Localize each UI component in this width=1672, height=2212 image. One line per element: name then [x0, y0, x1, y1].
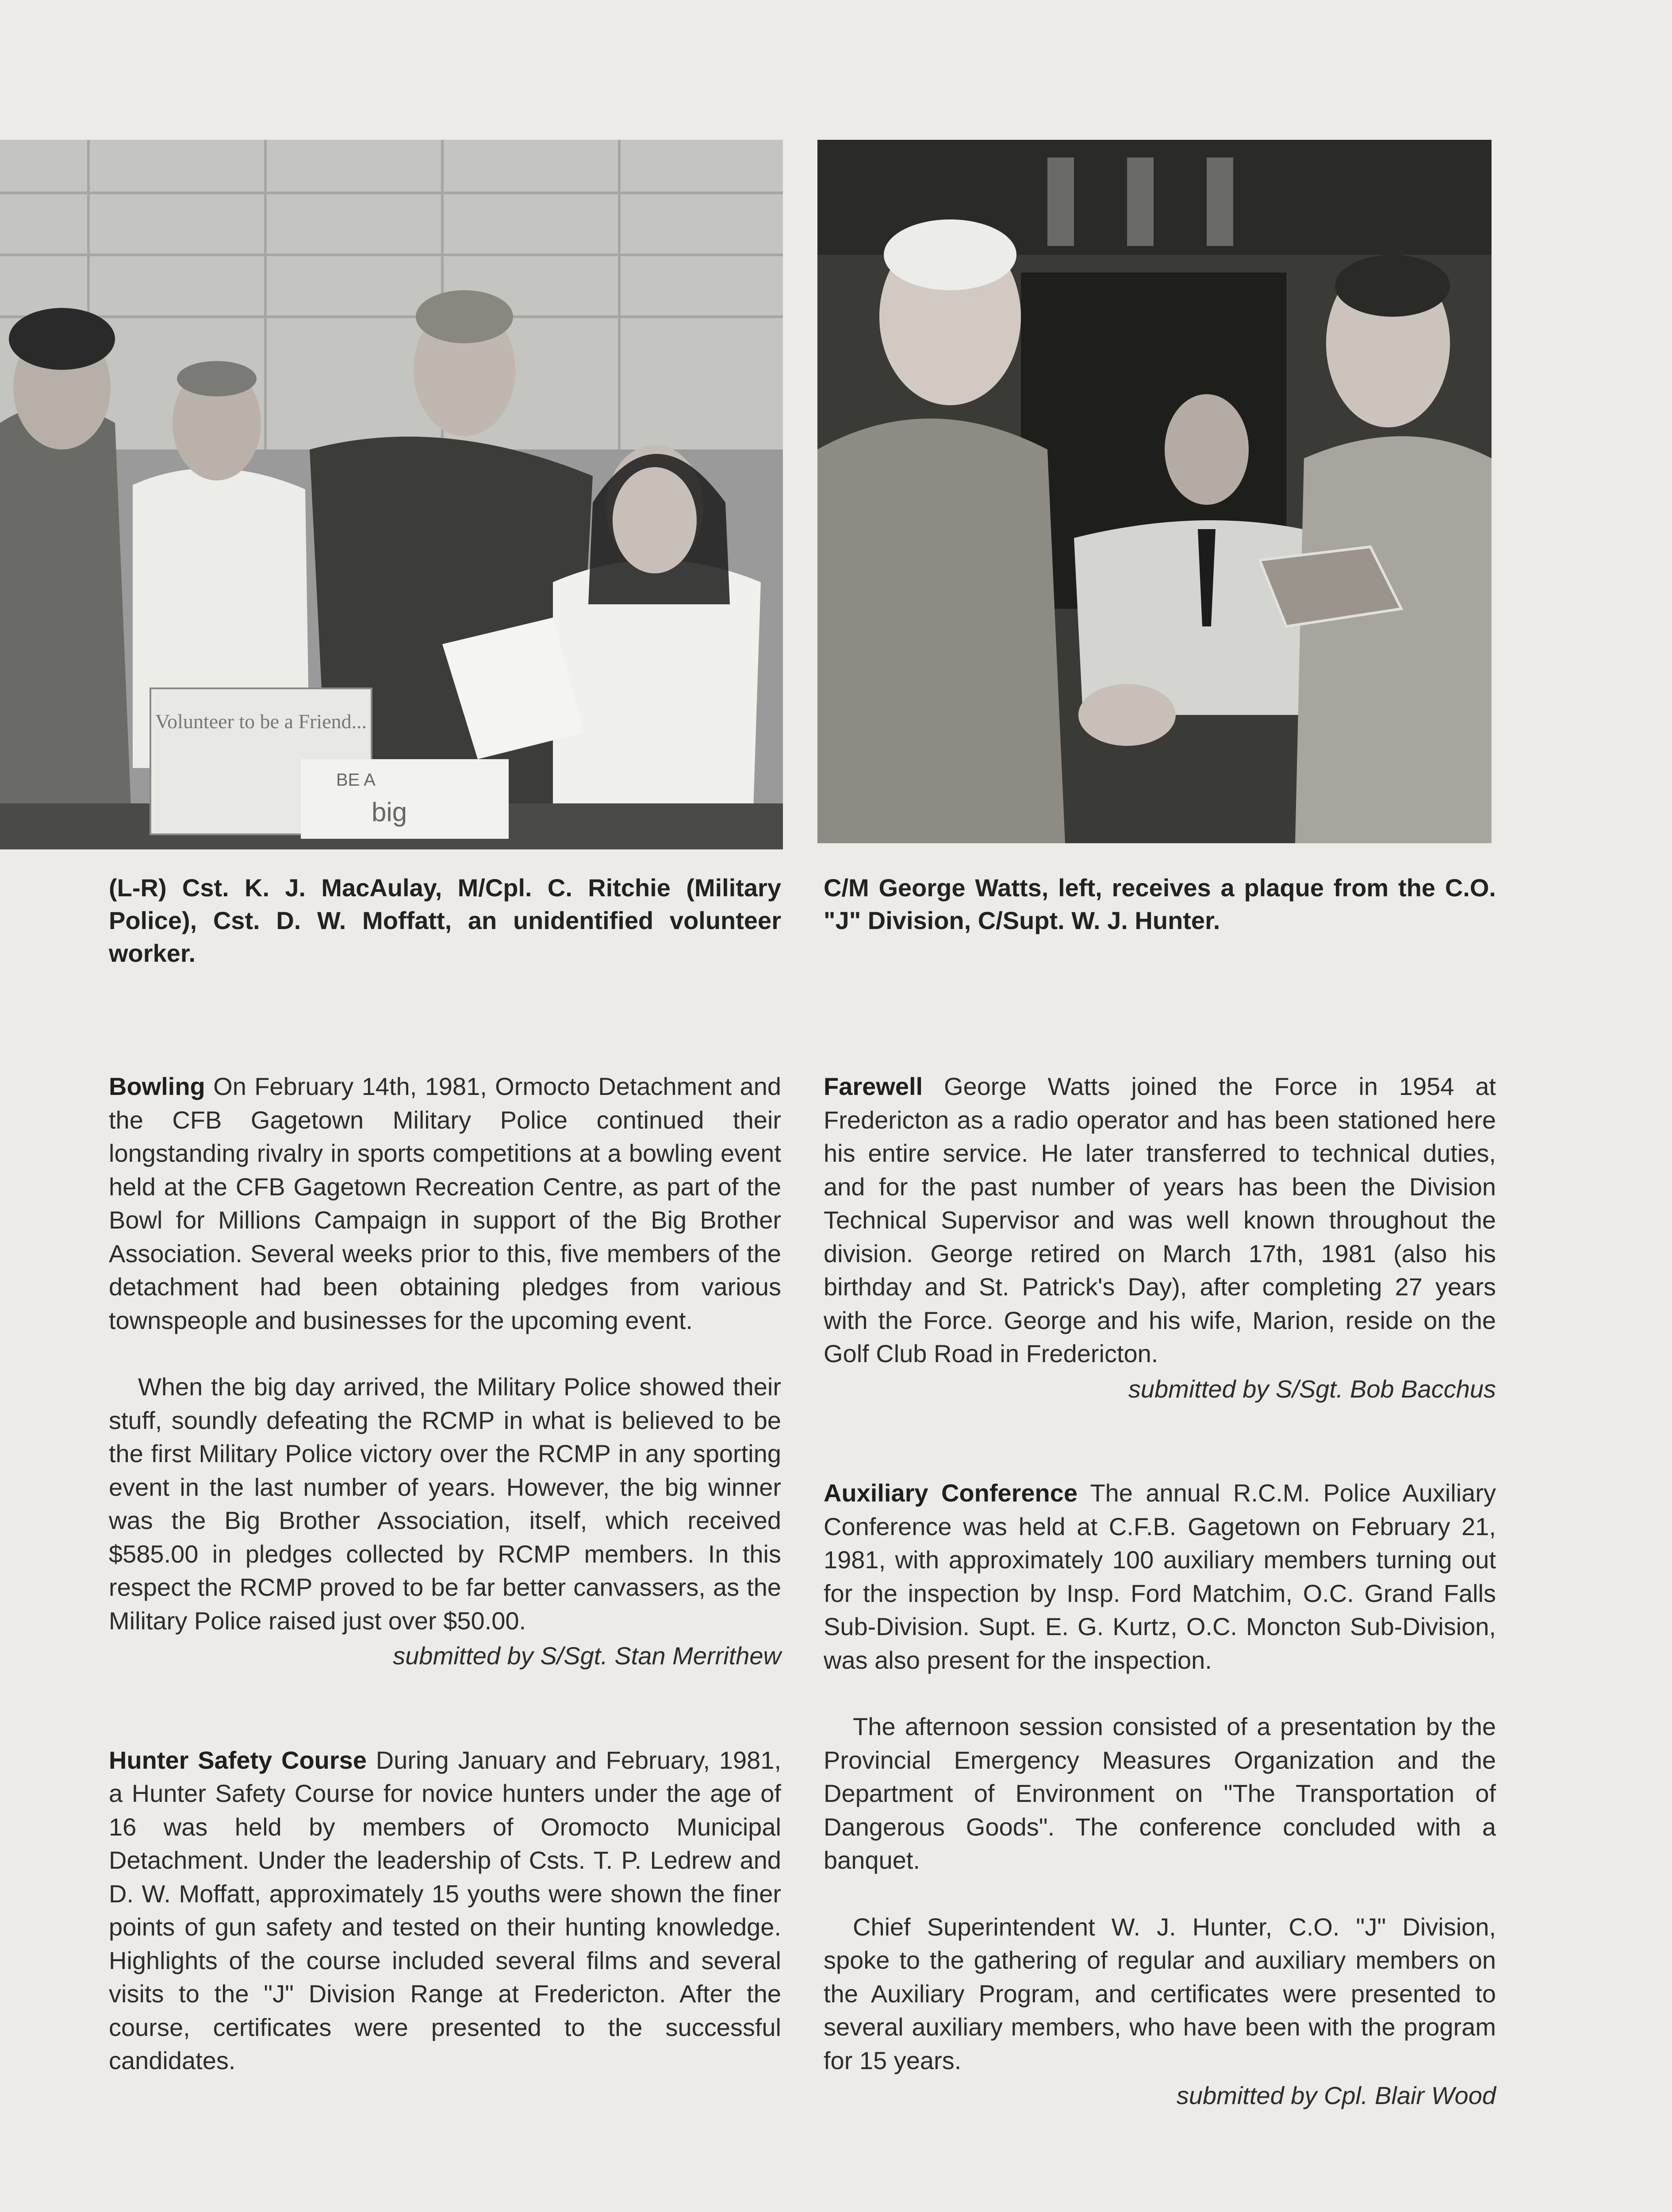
bowling-paragraph-1: [109, 1070, 781, 1337]
farewell-text-1: George Watts joined the Force in 1954 at Fredericton as a radio operator and has been stationed here his entire service. He later transferred to technical duties, and for the past number of years has been the Division Technical Supervisor and was well known throughout the division. George retired on March 17th, 1981 (also his birthday and St. Patrick's Day), after completing 27 years with the Force. George and his wife, Marion, reside on the Golf Club Road in Fredericton.: [824, 1072, 1496, 1367]
column-left: [109, 1070, 781, 2078]
auxiliary-paragraph-2: The afternoon session consisted of a presentation by the Provincial Emergency Measures Organization and the Department of Environment on "The Transportation of Dangerous Goods". The conference concluded with a banquet.: [824, 1713, 1496, 1874]
auxiliary-heading: Auxiliary Conference: [824, 1479, 1078, 1507]
auxiliary-paragraph-3: Chief Superintendent W. J. Hunter, C.O. "J" Division, spoke to the gathering of regular and auxiliary members on the Auxiliary Program, and certificates were presented to several auxiliary members, who have been with the program for 15 years.: [824, 1912, 1496, 2074]
auxiliary-text-1: The annual R.C.M. Police Auxiliary Conference was held at C.F.B. Gagetown on February 21, 1981, with approximately 100 auxiliary members turning out for the inspection by Insp. Ford Matchim, O.C. Grand Falls Sub-Division. Supt. E. G. Kurtz, O.C. Moncton Sub-Division, was also present for the inspection.: [824, 1479, 1496, 1674]
photo-volunteer-group: [0, 140, 783, 849]
photo-plaque-presentation: [817, 140, 1492, 843]
sign-text-line: Volunteer to be a Friend...: [155, 710, 367, 733]
bowling-heading: Bowling: [109, 1072, 205, 1100]
caption-left: (L-R) Cst. K. J. MacAulay, M/Cpl. C. Ritchie (Military Police), Cst. D. W. Moffatt, an unidentified volunteer worker.: [109, 874, 781, 967]
photo-plaque-presentation-image: [817, 140, 1492, 843]
caption-right: C/M George Watts, left, receives a plaque from the C.O. "J" Division, C/Supt. W. J. Hunter.: [824, 874, 1496, 934]
photo-volunteer-group-image: [0, 140, 783, 849]
farewell-paragraph-1: [824, 1070, 1496, 1371]
card-text-2: big: [372, 797, 407, 827]
bowling-paragraph-2: When the big day arrived, the Military Police showed their stuff, soundly defeating the RCMP in what is believed to be the first Military Police victory over the RCMP in any sporting event in the last number of years. However, the big winner was the Big Brother Association, itself, which received $585.00 in pledges collected by RCMP members. In this respect the RCMP proved to be far better canvassers, as the Military Police raised just over $50.00.: [109, 1373, 781, 1635]
column-right: [824, 1070, 1496, 2112]
hunter-heading: Hunter Safety Course: [109, 1746, 367, 1774]
auxiliary-paragraph-1: [824, 1476, 1496, 1677]
card-text: BE A: [336, 770, 376, 790]
bowling-signature: submitted by S/Sgt. Stan Merrithew: [393, 1642, 781, 1670]
hunter-paragraph-1: [109, 1743, 781, 2078]
farewell-heading: Farewell: [824, 1072, 923, 1100]
auxiliary-signature: submitted by Cpl. Blair Wood: [1176, 2081, 1496, 2109]
farewell-signature: submitted by S/Sgt. Bob Bacchus: [1128, 1375, 1496, 1403]
hunter-text-1: During January and February, 1981, a Hunter Safety Course for novice hunters under the age of 16 was held by members of Oromocto Municipal Detachment. Under the leadership of Csts. T. P. Ledrew and D. W. Moffatt, approximately 15 youths were shown the finer points of gun safety and tested on their hunting knowledge. Highlights of the course included several films and several visits to the "J" Division Range at Fredericton. After the course, certificates were presented to the successful candidates.: [109, 1746, 782, 2074]
bowling-text-1: On February 14th, 1981, Ormocto Detachment and the CFB Gagetown Military Police continued their longstanding rivalry in sports competitions at a bowling event held at the CFB Gagetown Recreation Centre, as part of the Bowl for Millions Campaign in support of the Big Brother Association. Several weeks prior to this, five members of the detachment had been obtaining pledges from various townspeople and businesses for the upcoming event.: [109, 1072, 781, 1334]
